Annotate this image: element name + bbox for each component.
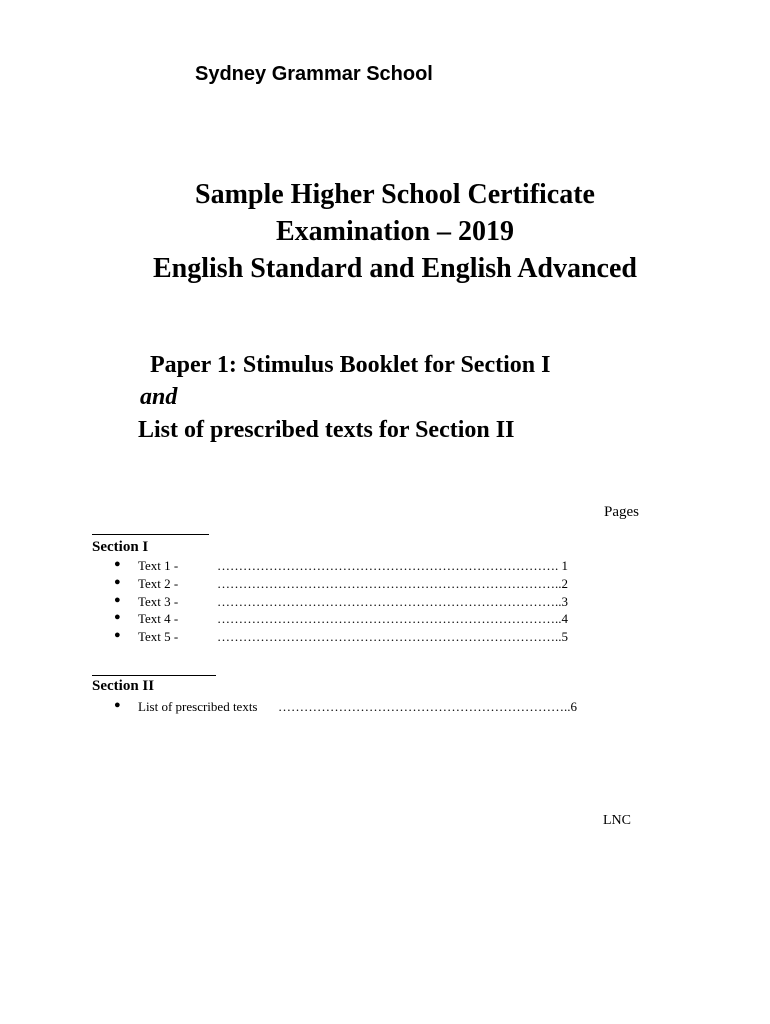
bullet-icon: ● xyxy=(114,558,121,570)
bullet-icon: ● xyxy=(114,594,121,606)
toc-item-leader: ……………………………………………………………………..2 xyxy=(217,576,568,591)
section-1-heading: Section I xyxy=(92,539,149,555)
toc-item-leader: ……………………………………………………………………..4 xyxy=(217,611,568,626)
toc-item-leader: …………………………………………………………..6 xyxy=(278,699,577,714)
toc-item-label: List of prescribed texts xyxy=(138,699,258,714)
exam-title-line-1: Sample Higher School Certificate xyxy=(195,179,595,210)
toc-item-label: Text 3 - xyxy=(138,594,179,609)
toc-item-label: Text 1 - xyxy=(138,558,179,573)
section-1-divider xyxy=(92,534,209,535)
toc-item-leader: ……………………………………………………………………. 1 xyxy=(217,558,568,573)
footer-code: LNC xyxy=(603,813,631,828)
pages-column-label: Pages xyxy=(604,504,639,520)
toc-item-label: Text 5 - xyxy=(138,629,179,644)
section-2-heading: Section II xyxy=(92,678,155,694)
bullet-icon: ● xyxy=(114,576,121,588)
toc-item-label: Text 2 - xyxy=(138,576,179,591)
exam-title xyxy=(0,176,770,287)
paper-title-and: and xyxy=(140,384,178,410)
exam-title-line-3: English Standard and English Advanced xyxy=(153,253,637,284)
toc-item-leader: ……………………………………………………………………..3 xyxy=(217,594,568,609)
paper-title-line-3: List of prescribed texts for Section II xyxy=(138,417,515,443)
bullet-icon: ● xyxy=(114,699,121,711)
paper-title-line-1: Paper 1: Stimulus Booklet for Section I xyxy=(150,352,551,378)
toc-item-leader: ……………………………………………………………………..5 xyxy=(217,629,568,644)
exam-title-line-2: Examination – 2019 xyxy=(275,216,515,247)
section-2-divider xyxy=(92,675,216,676)
toc-item-label: Text 4 - xyxy=(138,611,179,626)
school-name: Sydney Grammar School xyxy=(195,63,433,85)
bullet-icon: ● xyxy=(114,611,121,623)
bullet-icon: ● xyxy=(114,629,121,641)
